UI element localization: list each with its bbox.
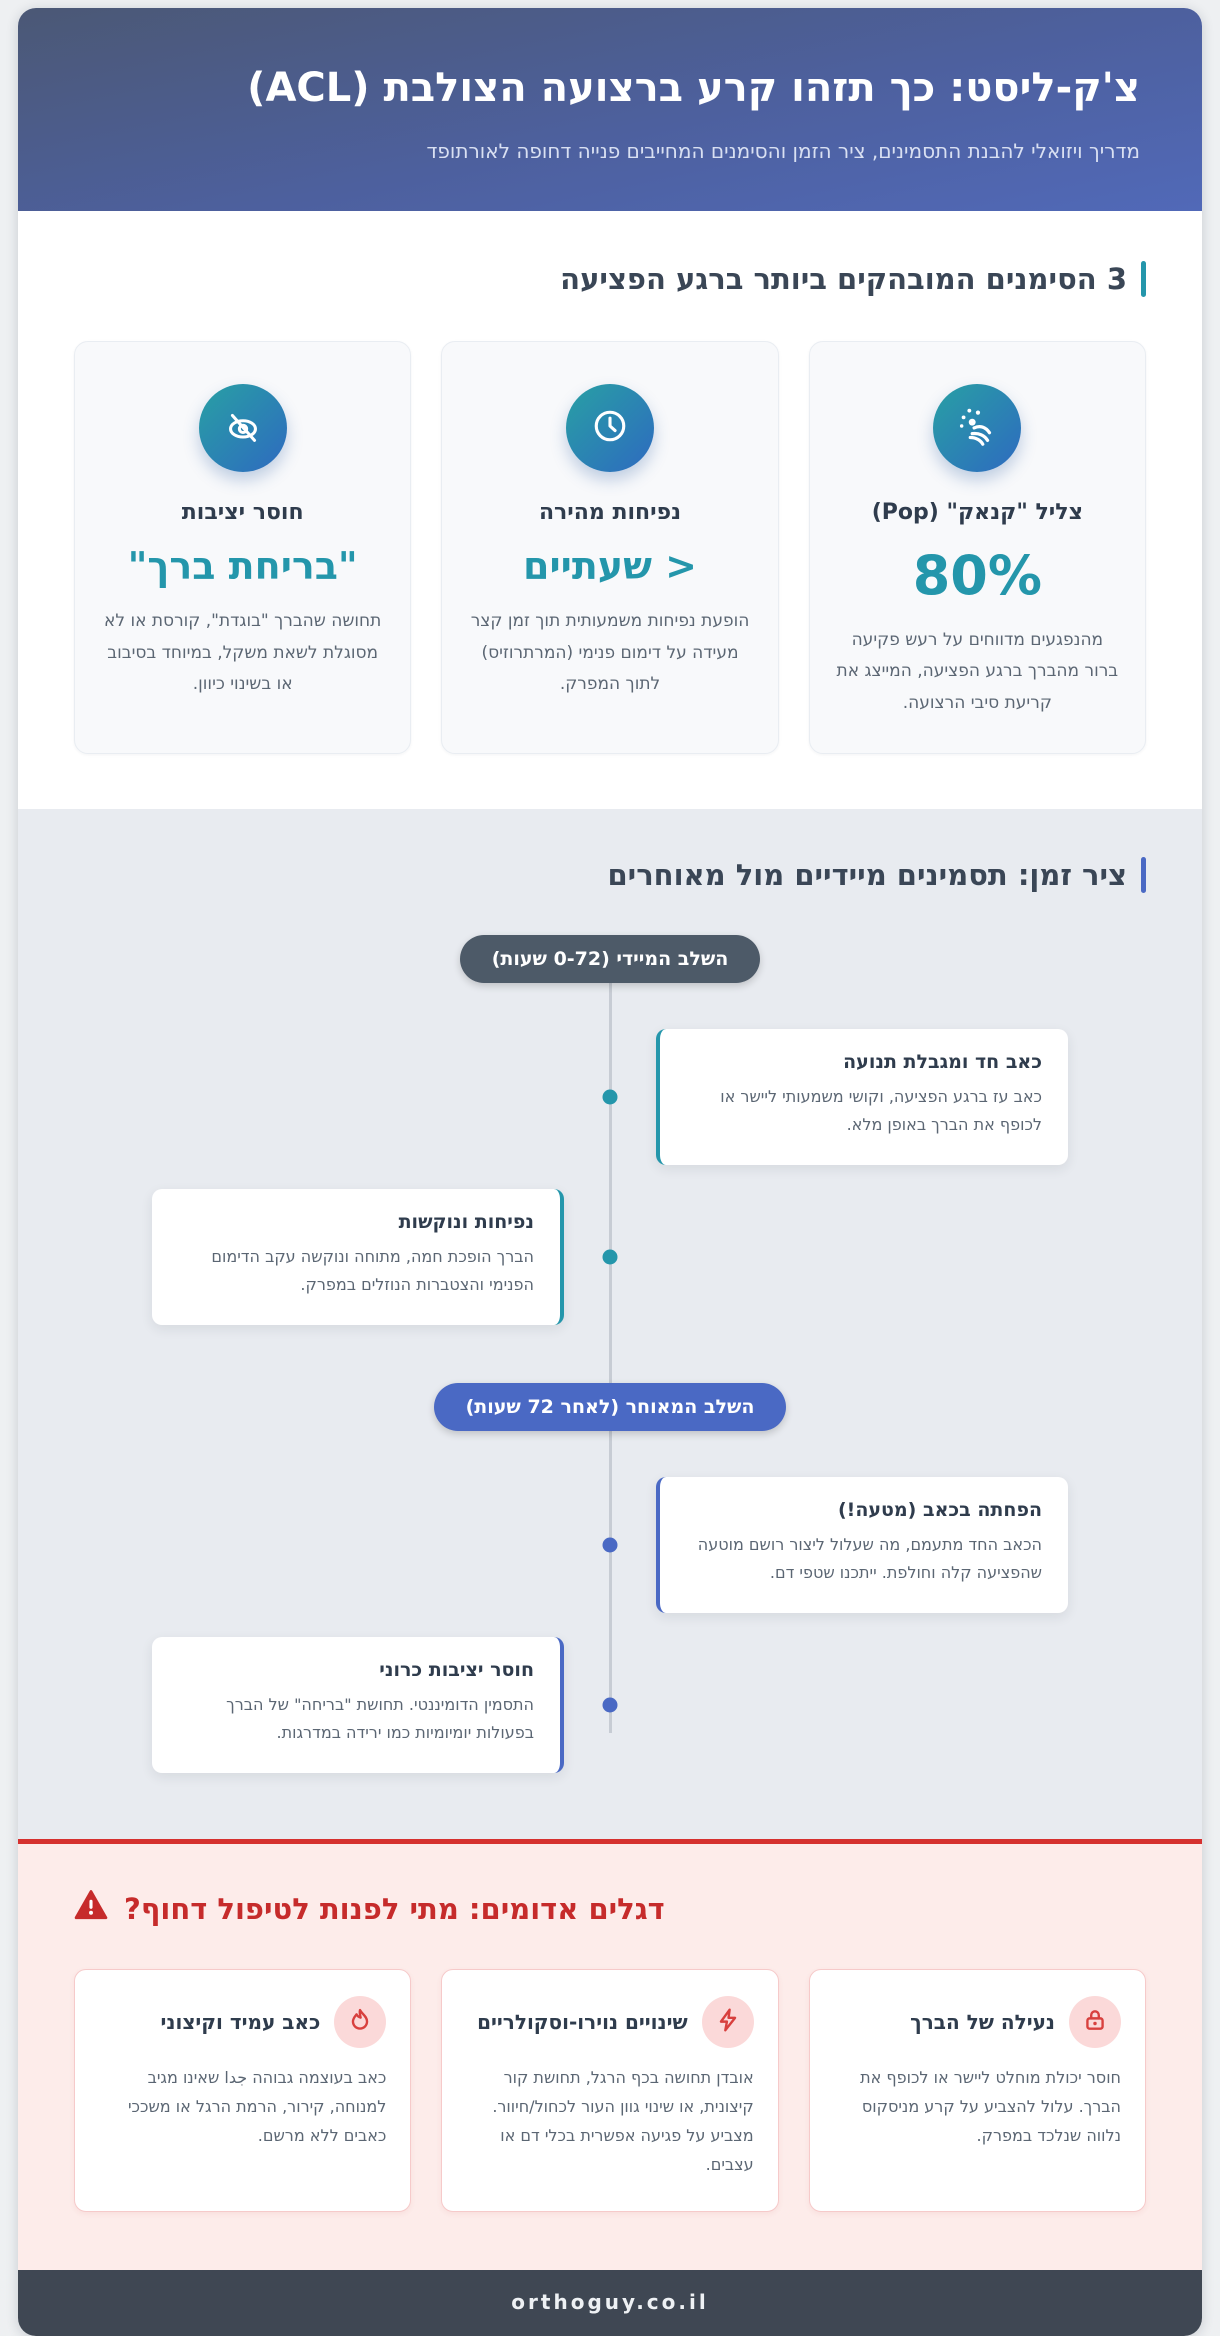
eye-off-icon [220, 403, 266, 453]
timeline-item [74, 1637, 1146, 1773]
stat-value: < שעתיים [523, 543, 697, 588]
timeline-phase-pill-early: השלב המיידי (0-72 שעות) [460, 935, 761, 983]
site-domain: orthoguy.co.il [511, 2290, 709, 2315]
timeline-item-title: כאב חד ומגבלת תנועה [843, 1051, 1042, 1074]
pop-sound-icon [954, 403, 1000, 453]
red-flags-title [74, 1888, 1146, 1929]
timeline-item-title: חוסר יציבות כרוני [379, 1659, 534, 1682]
red-flag-card-locking [809, 1969, 1146, 2212]
hero-header [18, 8, 1202, 211]
timeline-item-text: הכאב החד מתעמם, מה שעלול ליצור רושם מוטעה שהפציעה קלה וחולפת. ייתכנו שטפי דם. [697, 1535, 1042, 1583]
section-title-timeline [74, 857, 1146, 893]
red-flag-title: שינויים נוירו-וסקולריים [477, 2010, 688, 2035]
timeline-dot [603, 1538, 618, 1553]
timeline-item-title: הפחתה בכאב (מטעה!) [837, 1499, 1042, 1522]
red-flag-title: נעילה של הברך [910, 2010, 1055, 2035]
timeline [74, 935, 1146, 1773]
timeline-phase-pill-late: השלב המאוחר (לאחר 72 שעות) [434, 1383, 787, 1431]
red-flags-title-text: דגלים אדומים: מתי לפנות לטיפול דחוף? [124, 1891, 665, 1926]
timeline-item [74, 1189, 1146, 1325]
timeline-item-text: כאב עז ברגע הפציעה, וקושי משמעותי ליישר או לכופף את הברך באופן מלא. [720, 1087, 1042, 1135]
sign-card-pop [809, 341, 1146, 754]
page-title: צ'ק-ליסט: כך תזהו קרע ברצועה הצולבת (ACL) [247, 65, 1140, 111]
red-flag-card-extreme-pain [74, 1969, 411, 2212]
red-flag-text: כאב בעוצמה גבוהה جدا שאינו מגיב למנוחה, קירור, הרמת הרגל או משככי כאבים ללא מרשם. [127, 2068, 387, 2145]
sign-card-instability [74, 341, 411, 754]
warning-triangle-icon [74, 1888, 108, 1929]
timeline-item-text: הברך הופכת חמה, מתוחה ונוקשה עקב הדימום הפנימי והצטברות הנוזלים במפרק. [211, 1247, 534, 1295]
stat-value: "בריחת ברך" [127, 543, 358, 588]
section-title-text: ציר זמן: תסמינים מיידיים מול מאוחרים [607, 858, 1127, 893]
clock-icon [588, 404, 632, 452]
timeline-item-title: נפיחות ונוקשות [398, 1211, 534, 1234]
red-flag-text: אובדן תחושה בכף הרגל, תחושת קור קיצונית, או שינוי גוון העור לכחול/חיוור. מצביע על פגיעה אפשרית בכלי דם או עצבים. [492, 2068, 754, 2174]
flame-icon [347, 2007, 373, 2037]
accent-bar [1141, 261, 1146, 297]
sign-card-title: חוסר יציבות [181, 499, 304, 525]
section-title-text: 3 הסימנים המובהקים ביותר ברגע הפציעה [560, 261, 1127, 296]
sign-card-text: הופעת נפיחות משמעותית תוך זמן קצר מעידה על דימום פנימי (המרתרוזיס) לתוך המפרק. [470, 611, 750, 695]
timeline-item-text: התסמין הדומיננטי. תחושת "בריחה" של הברך בפעולות יומיומיות כמו ירידה במדרגות. [226, 1695, 534, 1743]
red-flag-title: כאב עמיד וקיצוני [160, 2010, 321, 2035]
timeline-item [74, 1029, 1146, 1165]
sign-card-swelling [441, 341, 778, 754]
sign-card-title: צליל "קנאק" (Pop) [871, 499, 1083, 525]
timeline-dot [603, 1250, 618, 1265]
sign-card-title: נפיחות מהירה [538, 499, 682, 525]
sign-card-text: מהנפגעים מדווחים על רעש פקיעה ברור מהברך ברגע הפציעה, המייצג את קריעת סיבי הרצועה. [836, 629, 1119, 713]
section-red-flags [18, 1839, 1202, 2270]
red-flag-text: חוסר יכולת מוחלט ליישר או לכופף את הברך. עלול להצביע על קרע מניסקוס נלווה שנלכד במפרק. [860, 2068, 1121, 2145]
section-title-signs [74, 261, 1146, 297]
accent-bar [1141, 857, 1146, 893]
infographic-page [18, 8, 1202, 2336]
timeline-dot [603, 1090, 618, 1105]
section-signs [18, 211, 1202, 809]
timeline-item [74, 1477, 1146, 1613]
lock-icon [1082, 2007, 1108, 2037]
lightning-icon [715, 2007, 741, 2037]
footer [18, 2270, 1202, 2336]
red-flag-card-neurovascular [441, 1969, 778, 2212]
stat-value: 80% [912, 543, 1042, 607]
page-subtitle: מדריך ויזואלי להבנת התסמינים, ציר הזמן והסימנים המחייבים פנייה דחופה לאורתופד [426, 138, 1140, 163]
timeline-dot [603, 1698, 618, 1713]
section-timeline [18, 809, 1202, 1839]
sign-card-text: תחושה שהברך "בוגדת", קורסת או לא מסוגלת לשאת משקל, במיוחד בסיבוב או בשינוי כיוון. [104, 611, 382, 695]
